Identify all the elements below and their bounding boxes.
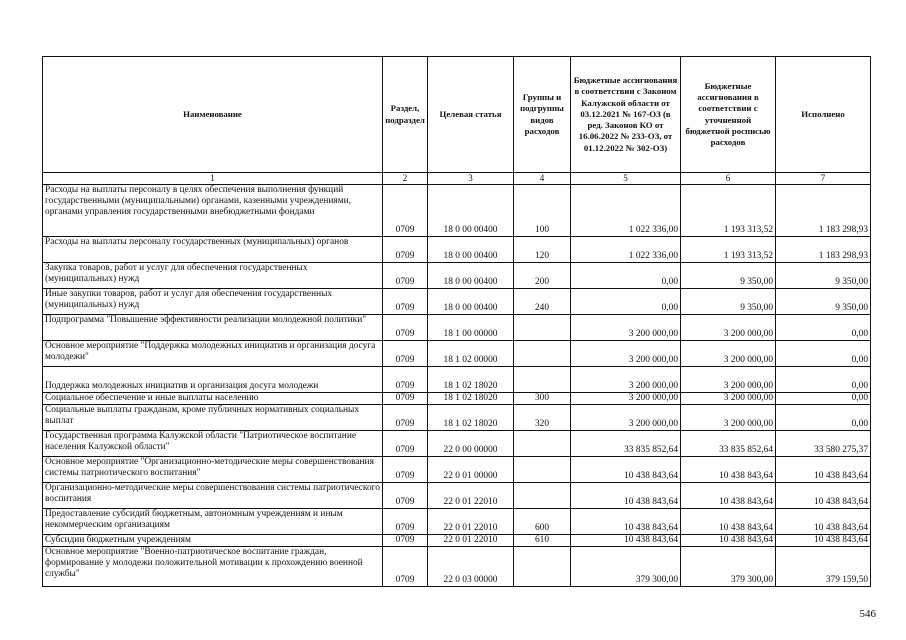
table-row [43, 405, 871, 431]
row-article: 18 0 00 00400 [428, 289, 514, 315]
row-name: Подпрограмма "Повышение эффективности реализации молодежной политики" [43, 315, 383, 341]
row-section: 0709 [383, 547, 428, 587]
row-executed: 9 350,00 [776, 289, 871, 315]
row-article: 18 0 00 00400 [428, 263, 514, 289]
row-executed: 9 350,00 [776, 263, 871, 289]
row-refined: 9 350,00 [681, 289, 776, 315]
row-budget: 379 300,00 [571, 547, 681, 587]
row-budget: 0,00 [571, 263, 681, 289]
table-row [43, 185, 871, 237]
page-number: 546 [859, 608, 876, 620]
row-name: Предоставление субсидий бюджетным, автономным учреждениям и иным некоммерческим организациям [43, 509, 383, 535]
row-name: Социальные выплаты гражданам, кроме публичных нормативных социальных выплат [43, 405, 383, 431]
row-group: 100 [514, 185, 571, 237]
row-executed: 0,00 [776, 405, 871, 431]
header-row [43, 57, 871, 173]
row-section: 0709 [383, 185, 428, 237]
row-executed: 0,00 [776, 393, 871, 405]
header-section: Раздел, подраздел [383, 57, 428, 173]
row-section: 0709 [383, 263, 428, 289]
row-executed: 10 438 843,64 [776, 483, 871, 509]
table-row [43, 367, 871, 393]
table-row [43, 263, 871, 289]
row-group: 320 [514, 405, 571, 431]
row-group [514, 315, 571, 341]
row-budget: 3 200 000,00 [571, 405, 681, 431]
row-article: 18 1 02 00000 [428, 341, 514, 367]
row-group: 300 [514, 393, 571, 405]
row-budget: 10 438 843,64 [571, 509, 681, 535]
row-section: 0709 [383, 341, 428, 367]
row-article: 22 0 01 22010 [428, 483, 514, 509]
row-group [514, 367, 571, 393]
table-row [43, 393, 871, 405]
row-refined: 33 835 852,64 [681, 431, 776, 457]
table-row [43, 431, 871, 457]
table-row [43, 509, 871, 535]
table-row [43, 341, 871, 367]
table-row [43, 535, 871, 547]
row-article: 22 0 00 00000 [428, 431, 514, 457]
row-executed: 0,00 [776, 367, 871, 393]
row-name: Основное мероприятие "Поддержка молодежных инициатив и организация досуга молодежи" [43, 341, 383, 367]
row-executed: 0,00 [776, 341, 871, 367]
row-executed: 10 438 843,64 [776, 509, 871, 535]
row-group: 240 [514, 289, 571, 315]
row-name: Расходы на выплаты персоналу в целях обеспечения выполнения функций государственными (муниципальными) органами, казенными учреждениями, органами управления государственными внебюджетными фондами [43, 185, 383, 237]
row-refined: 10 438 843,64 [681, 535, 776, 547]
row-refined: 3 200 000,00 [681, 367, 776, 393]
row-refined: 3 200 000,00 [681, 341, 776, 367]
row-executed: 0,00 [776, 315, 871, 341]
row-name: Организационно-методические меры совершенствования системы патриотического воспитания [43, 483, 383, 509]
row-article: 18 0 00 00400 [428, 185, 514, 237]
row-name: Поддержка молодежных инициатив и организация досуга молодежи [43, 367, 383, 393]
row-refined: 3 200 000,00 [681, 393, 776, 405]
header-executed: Исполнено [776, 57, 871, 173]
row-executed: 379 159,50 [776, 547, 871, 587]
row-budget: 10 438 843,64 [571, 535, 681, 547]
row-refined: 10 438 843,64 [681, 457, 776, 483]
table-row [43, 237, 871, 263]
row-executed: 1 183 298,93 [776, 237, 871, 263]
row-group [514, 547, 571, 587]
header-budget: Бюджетные ассигнования в соответствии с Законом Калужской области от 03.12.2021 № 167-ОЗ (в ред. Законов КО от 16.06.2022 № 233-ОЗ, от 01.12.2022 № 302-ОЗ) [571, 57, 681, 173]
row-article: 18 0 00 00400 [428, 237, 514, 263]
row-section: 0709 [383, 483, 428, 509]
row-group [514, 341, 571, 367]
row-section: 0709 [383, 535, 428, 547]
row-section: 0709 [383, 289, 428, 315]
row-name: Расходы на выплаты персоналу государственных (муниципальных) органов [43, 237, 383, 263]
row-executed: 1 183 298,93 [776, 185, 871, 237]
row-budget: 33 835 852,64 [571, 431, 681, 457]
row-refined: 3 200 000,00 [681, 405, 776, 431]
row-name: Государственная программа Калужской области "Патриотическое воспитание населения Калужской области" [43, 431, 383, 457]
row-section: 0709 [383, 237, 428, 263]
row-article: 22 0 03 00000 [428, 547, 514, 587]
row-name: Субсидии бюджетным учреждениям [43, 535, 383, 547]
row-article: 18 1 02 18020 [428, 367, 514, 393]
row-refined: 379 300,00 [681, 547, 776, 587]
row-group [514, 457, 571, 483]
table-row [43, 547, 871, 587]
column-number: 6 [681, 173, 776, 185]
row-article: 18 1 02 18020 [428, 393, 514, 405]
row-executed: 10 438 843,64 [776, 457, 871, 483]
row-executed: 10 438 843,64 [776, 535, 871, 547]
row-article: 22 0 01 22010 [428, 509, 514, 535]
row-name: Иные закупки товаров, работ и услуг для обеспечения государственных (муниципальных) нужд [43, 289, 383, 315]
row-name: Основное мероприятие "Организационно-методические меры совершенствования системы патриотического воспитания" [43, 457, 383, 483]
row-budget: 10 438 843,64 [571, 483, 681, 509]
row-name: Закупка товаров, работ и услуг для обеспечения государственных (муниципальных) нужд [43, 263, 383, 289]
row-section: 0709 [383, 457, 428, 483]
row-article: 18 1 02 18020 [428, 405, 514, 431]
header-group: Группы и подгруппы видов расходов [514, 57, 571, 173]
header-name: Наименование [43, 57, 383, 173]
table-row [43, 483, 871, 509]
row-refined: 1 193 313,52 [681, 237, 776, 263]
row-section: 0709 [383, 509, 428, 535]
column-number: 4 [514, 173, 571, 185]
row-group: 120 [514, 237, 571, 263]
column-number: 3 [428, 173, 514, 185]
header-article: Целевая статья [428, 57, 514, 173]
table-row [43, 289, 871, 315]
row-budget: 1 022 336,00 [571, 185, 681, 237]
row-group: 600 [514, 509, 571, 535]
column-number: 2 [383, 173, 428, 185]
column-number: 1 [43, 173, 383, 185]
row-refined: 9 350,00 [681, 263, 776, 289]
row-group: 200 [514, 263, 571, 289]
row-refined: 3 200 000,00 [681, 315, 776, 341]
column-number: 7 [776, 173, 871, 185]
row-group: 610 [514, 535, 571, 547]
row-group [514, 431, 571, 457]
row-section: 0709 [383, 315, 428, 341]
row-article: 18 1 00 00000 [428, 315, 514, 341]
row-article: 22 0 01 22010 [428, 535, 514, 547]
row-name: Социальное обеспечение и иные выплаты населению [43, 393, 383, 405]
budget-table [42, 56, 871, 587]
row-section: 0709 [383, 405, 428, 431]
row-name: Основное мероприятие "Военно-патриотическое воспитание граждан, формирование у молодежи положительной мотивации к прохождению военной службы" [43, 547, 383, 587]
row-budget: 3 200 000,00 [571, 315, 681, 341]
row-budget: 0,00 [571, 289, 681, 315]
row-executed: 33 580 275,37 [776, 431, 871, 457]
row-budget: 1 022 336,00 [571, 237, 681, 263]
table-row [43, 457, 871, 483]
column-number-row [43, 173, 871, 185]
table-row [43, 315, 871, 341]
row-refined: 10 438 843,64 [681, 483, 776, 509]
row-budget: 3 200 000,00 [571, 367, 681, 393]
row-budget: 10 438 843,64 [571, 457, 681, 483]
row-article: 22 0 01 00000 [428, 457, 514, 483]
row-refined: 10 438 843,64 [681, 509, 776, 535]
row-section: 0709 [383, 393, 428, 405]
column-number: 5 [571, 173, 681, 185]
row-group [514, 483, 571, 509]
header-refined: Бюджетные ассигнования в соответствии с уточненной бюджетной росписью расходов [681, 57, 776, 173]
row-refined: 1 193 313,52 [681, 185, 776, 237]
row-budget: 3 200 000,00 [571, 393, 681, 405]
row-section: 0709 [383, 367, 428, 393]
row-budget: 3 200 000,00 [571, 341, 681, 367]
row-section: 0709 [383, 431, 428, 457]
